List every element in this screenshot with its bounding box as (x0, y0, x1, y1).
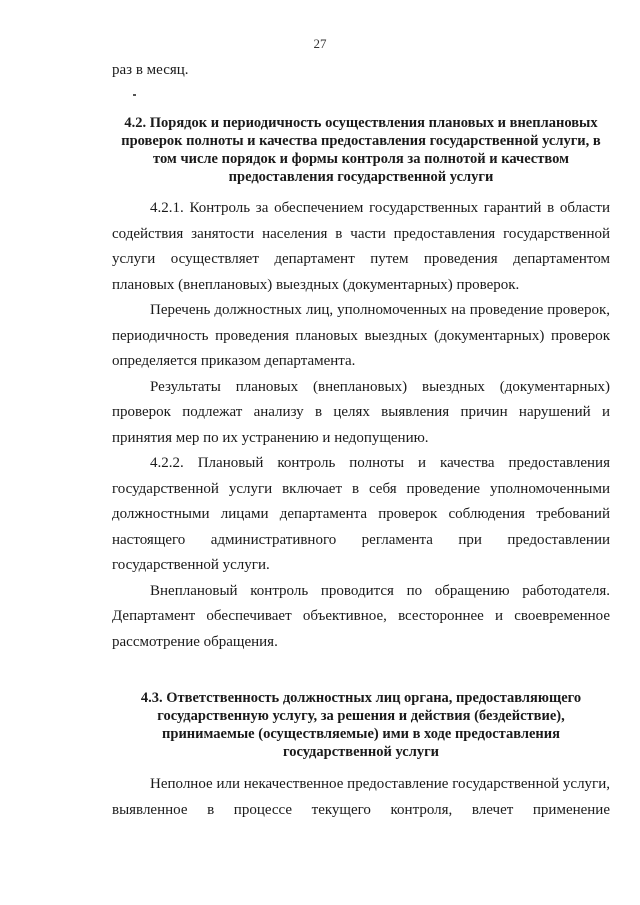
section-4-3-body (112, 772, 610, 823)
scan-artifact (133, 94, 136, 96)
paragraph-officials-list: Перечень должностных лиц, уполномоченных на проведение проверок, периодичность проведения плановых выездных (документарных) проверок определяется приказом департамента. (112, 302, 610, 369)
section-4-3-heading: 4.3. Ответственность должностных лиц органа, предоставляющего государственную услугу, за решения и действия (бездействие), принимаемые (осуществляемые) ими в ходе предоставления государственной услуги (140, 690, 582, 760)
continuation-paragraph: раз в месяц. (112, 62, 189, 78)
section-4-2-body (112, 196, 610, 655)
paragraph-unscheduled-control: Внеплановый контроль проводится по обращению работодателя. Департамент обеспечивает объективное, всестороннее и своевременное рассмотрение обращения. (112, 582, 610, 650)
paragraph-results: Результаты плановых (внеплановых) выездных (документарных) проверок подлежат анализу в целях выявления причин нарушений и принятия мер по их устранению и недопущению. (112, 378, 610, 446)
paragraph-incomplete-service: Неполное или некачественное предоставление государственной услуги, выявленное в процессе текущего контроля, влечет применение (112, 776, 610, 818)
paragraph-4-2-1: 4.2.1. Контроль за обеспечением государственных гарантий в области содействия занятости населения в части предоставления государственной услуги осуществляет департамент путем проведения департаментом плановых (внеплановых) выездных (документарных) проверок. (112, 200, 610, 293)
page-number: 27 (313, 36, 327, 51)
continuation-text (112, 58, 610, 84)
paragraph-4-2-2: 4.2.2. Плановый контроль полноты и качества предоставления государственной услуги включает в себя проведение уполномоченными должностными лицами департамента проверок соблюдения требований настоящего административного регламента при предоставлении государственной услуги. (112, 455, 610, 573)
section-4-2-heading: 4.2. Порядок и периодичность осуществления плановых и внеплановых проверок полноты и качества предоставления государственной услуги, в том числе порядок и формы контроля за полнотой и качеством предоставления государственной услуги (121, 115, 601, 185)
